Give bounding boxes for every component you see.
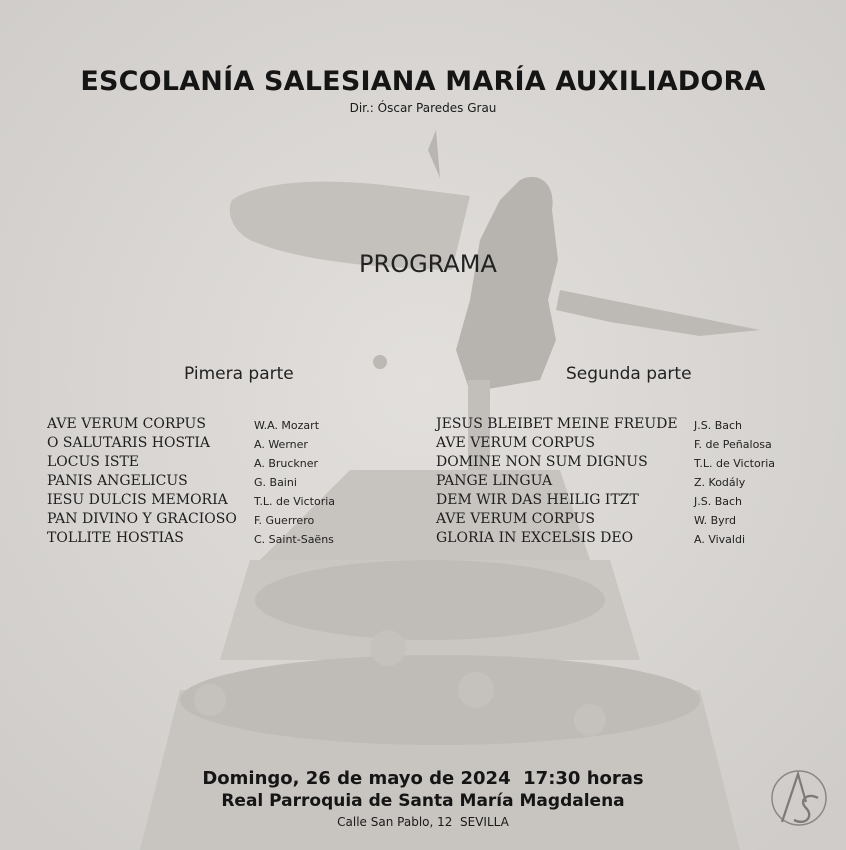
venue-address: Calle San Pablo, 12 SEVILLA bbox=[337, 815, 509, 829]
salesian-monogram-logo-icon bbox=[768, 762, 830, 834]
piece-title: IESU DULCIS MEMORIA bbox=[47, 492, 228, 508]
part-heading-first: Pimera parte bbox=[184, 364, 294, 384]
composer-name: T.L. de Victoria bbox=[254, 495, 336, 508]
piece-title: PANIS ANGELICUS bbox=[47, 473, 188, 489]
part-heading-second: Segunda parte bbox=[566, 364, 692, 384]
piece-title: PANGE LINGUA bbox=[436, 473, 553, 489]
choir-title: ESCOLANÍA SALESIANA MARÍA AUXILIADORA bbox=[80, 66, 766, 97]
piece-title: JESUS BLEIBET MEINE FREUDE bbox=[436, 416, 678, 432]
composer-name: Z. Kodály bbox=[694, 476, 746, 489]
composer-name: W.A. Mozart bbox=[254, 419, 320, 432]
piece-title: LOCUS ISTE bbox=[47, 454, 140, 470]
piece-title: PAN DIVINO Y GRACIOSO bbox=[47, 511, 237, 527]
director-credit: Dir.: Óscar Paredes Grau bbox=[349, 101, 497, 115]
piece-title: DOMINE NON SUM DIGNUS bbox=[436, 454, 648, 470]
piece-title: TOLLITE HOSTIAS bbox=[47, 530, 184, 546]
composer-name: F. Guerrero bbox=[254, 514, 315, 527]
program-heading: PROGRAMA bbox=[359, 250, 497, 278]
concert-venue: Real Parroquia de Santa María Magdalena bbox=[221, 791, 625, 811]
piece-title: GLORIA IN EXCELSIS DEO bbox=[436, 530, 634, 546]
piece-title: O SALUTARIS HOSTIA bbox=[47, 435, 211, 451]
composer-name: T.L. de Victoria bbox=[694, 457, 776, 470]
concert-date-time: Domingo, 26 de mayo de 2024 17:30 horas bbox=[202, 768, 644, 789]
piece-title: AVE VERUM CORPUS bbox=[436, 511, 595, 527]
piece-title: AVE VERUM CORPUS bbox=[47, 416, 206, 432]
composer-name: C. Saint-Saëns bbox=[254, 533, 334, 546]
piece-title: DEM WIR DAS HEILIG ITZT bbox=[436, 492, 639, 508]
composer-name: G. Baini bbox=[254, 476, 297, 489]
composer-name: F. de Peñalosa bbox=[694, 438, 772, 451]
composer-name: A. Werner bbox=[254, 438, 308, 451]
composer-name: A. Bruckner bbox=[254, 457, 319, 470]
composer-name: A. Vivaldi bbox=[694, 533, 746, 546]
composer-name: J.S. Bach bbox=[694, 419, 743, 432]
composer-name: J.S. Bach bbox=[694, 495, 743, 508]
composer-name: W. Byrd bbox=[694, 514, 736, 527]
piece-title: AVE VERUM CORPUS bbox=[436, 435, 595, 451]
